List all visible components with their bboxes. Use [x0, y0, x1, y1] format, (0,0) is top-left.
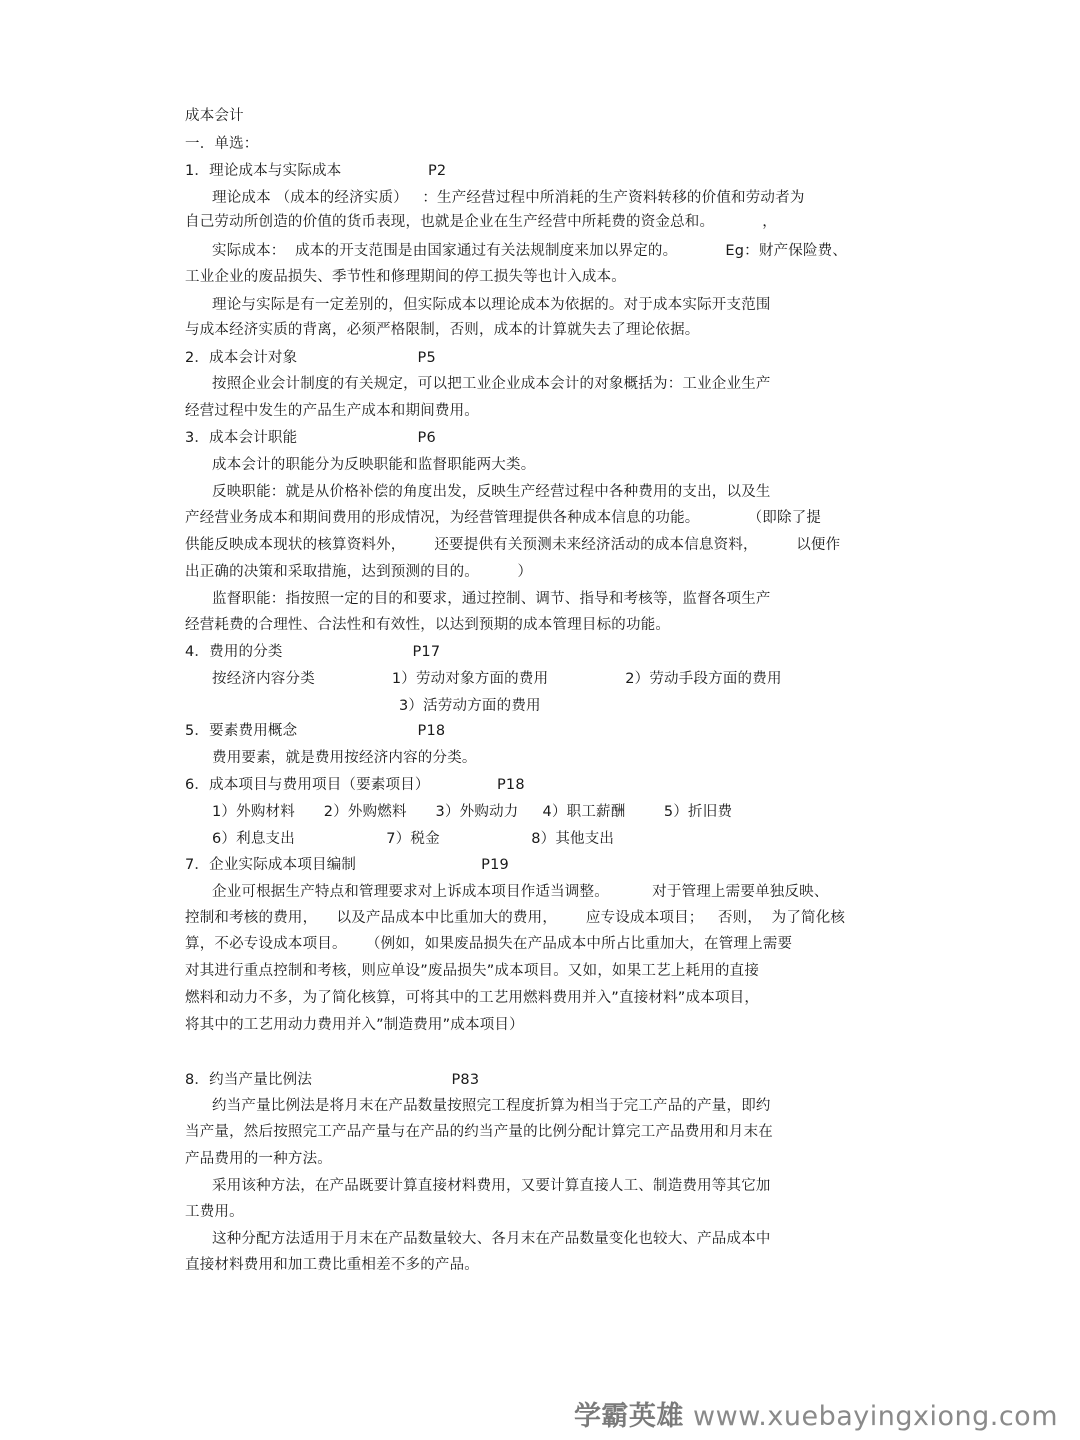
paragraph-line: 直接材料费用和加工费比重相差不多的产品。 — [185, 1257, 479, 1273]
paragraph-line: 对其进行重点控制和考核，则应单设”废品损失”成本项目。又如，如果工艺上耗用的直接 — [185, 963, 760, 979]
paragraph-line: 按照企业会计制度的有关规定，可以把工业企业成本会计的对象概括为：工业企业生产 — [212, 376, 771, 392]
paragraph-line: 这种分配方法适用于月末在产品数量较大、各月末在产品数量变化也较大、产品成本中 — [212, 1231, 771, 1247]
item-heading-3: 3．成本会计职能 P6 — [185, 430, 436, 446]
watermark — [574, 1394, 1058, 1433]
item-heading-2: 2．成本会计对象 P5 — [185, 350, 436, 366]
paragraph-line: 按经济内容分类 1）劳动对象方面的费用 2）劳动手段方面的费用 — [212, 671, 782, 687]
watermark-url: www.xuebayingxiong.com — [693, 1401, 1058, 1432]
paragraph-line: 采用该种方法，在产品既要计算直接材料费用，又要计算直接人工、制造费用等其它加 — [212, 1178, 771, 1194]
paragraph-line: 实际成本： 成本的开支范围是由国家通过有关法规制度来加以界定的。 Eg：财产保险费、 — [212, 243, 848, 259]
item-heading-7: 7．企业实际成本项目编制 P19 — [185, 857, 509, 873]
watermark-brand: 学霸英雄 — [573, 1401, 684, 1432]
paragraph-line: 燃料和动力不多，为了简化核算，可将其中的工艺用燃料费用并入”直接材料”成本项目， — [185, 990, 760, 1006]
paragraph-line: 费用要素，就是费用按经济内容的分类。 — [212, 750, 477, 766]
item-heading-1: 1．理论成本与实际成本 P2 — [185, 163, 447, 179]
paragraph-line: 约当产量比例法是将月末在产品数量按照完工程度折算为相当于完工产品的产量，即约 — [212, 1098, 771, 1114]
item-heading-4: 4．费用的分类 P17 — [185, 644, 441, 660]
paragraph-line: 控制和考核的费用， 以及产品成本中比重加大的费用， 应专设成本项目； 否则， 为了简化核 — [185, 910, 846, 926]
paragraph-line: 工业企业的废品损失、季节性和修理期间的停工损失等也计入成本。 — [185, 269, 626, 285]
paragraph-line: 成本会计的职能分为反映职能和监督职能两大类。 — [212, 457, 536, 473]
paragraph-line: 理论与实际是有一定差别的，但实际成本以理论成本为依据的。对于成本实际开支范围 — [212, 297, 771, 313]
paragraph-line: 3）活劳动方面的费用 — [399, 698, 541, 714]
paragraph-line: 当产量，然后按照完工产品产量与在产品的约当产量的比例分配计算完工产品费用和月末在 — [185, 1124, 773, 1140]
paragraph-line: 产经营业务成本和期间费用的形成情况，为经营管理提供各种成本信息的功能。 （即除了提 — [185, 510, 822, 526]
paragraph-line: 1）外购材料 2）外购燃料 3）外购动力 4）职工薪酬 5）折旧费 — [212, 804, 733, 820]
item-heading-5: 5．要素费用概念 P18 — [185, 723, 446, 739]
paragraph-line: 供能反映成本现状的核算资料外， 还要提供有关预测未来经济活动的成本信息资料， 以便作 — [185, 537, 841, 553]
paragraph-line: 产品费用的一种方法。 — [185, 1151, 332, 1167]
paragraph-line: 理论成本 （成本的经济实质） ：生产经营过程中所消耗的生产资料转移的价值和劳动者为 — [212, 190, 805, 206]
paragraph-line: 经营过程中发生的产品生产成本和期间费用。 — [185, 403, 479, 419]
paragraph-line: 算，不必专设成本项目。 （例如，如果废品损失在产品成本中所占比重加大，在管理上需要 — [185, 936, 793, 952]
section-heading: 一．单选： — [185, 136, 259, 152]
paragraph-line: 企业可根据生产特点和管理要求对上诉成本项目作适当调整。 对于管理上需要单独反映、 — [212, 884, 829, 900]
item-heading-8: 8．约当产量比例法 P83 — [185, 1072, 480, 1088]
item-heading-6: 6．成本项目与费用项目（要素项目） P18 — [185, 777, 525, 793]
paragraph-line: 经营耗费的合理性、合法性和有效性，以达到预期的成本管理目标的功能。 — [185, 617, 671, 633]
paragraph-line: 将其中的工艺用动力费用并入”制造费用”成本项目） — [185, 1017, 524, 1033]
paragraph-line: 出正确的决策和采取措施，达到预测的目的。 ） — [185, 564, 533, 580]
paragraph-line: 自己劳动所创造的价值的货币表现，也就是企业在生产经营中所耗费的资金总和。 ， — [185, 214, 777, 230]
paragraph-line: 反映职能：就是从价格补偿的角度出发，反映生产经营过程中各种费用的支出，以及生 — [212, 484, 771, 500]
paragraph-line: 工费用。 — [185, 1204, 244, 1220]
doc-title: 成本会计 — [185, 108, 244, 124]
paragraph-line: 6）利息支出 7）税金 8）其他支出 — [212, 831, 615, 847]
paragraph-line: 与成本经济实质的背离，必须严格限制，否则，成本的计算就失去了理论依据。 — [185, 322, 700, 338]
paragraph-line: 监督职能：指按照一定的目的和要求，通过控制、调节、指导和考核等，监督各项生产 — [212, 591, 771, 607]
